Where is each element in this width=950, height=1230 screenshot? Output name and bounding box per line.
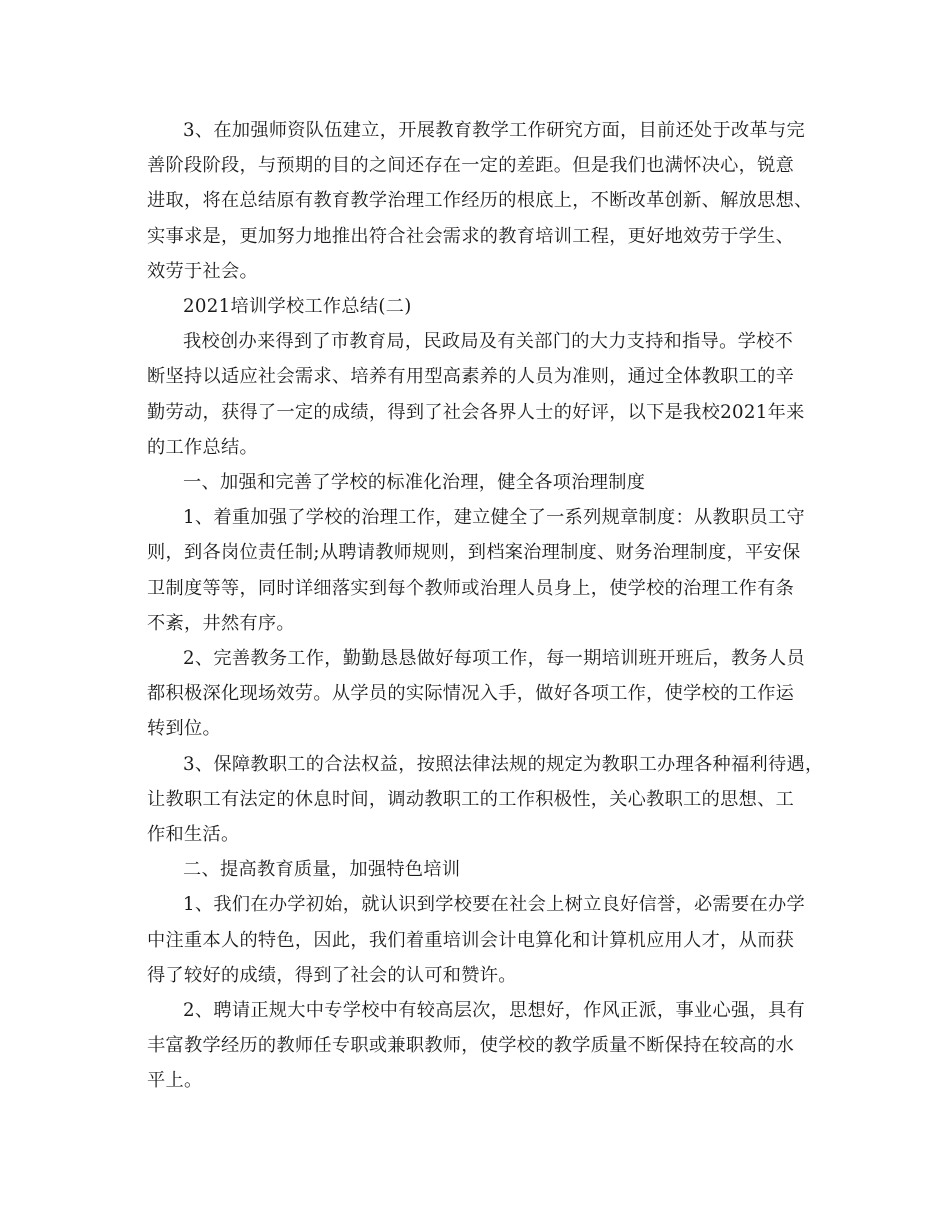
text-line: 实事求是，更加努力地推出符合社会需求的教育培训工程，更好地效劳于学生、 [147,225,795,247]
text-line: 3、在加强师资队伍建立，开展教育教学工作研究方面，目前还处于改革与完 [183,120,805,141]
text-line: 都积极深化现场效劳。从学员的实际情况入手，做好各项工作，使学校的工作运 [147,683,795,705]
text-line: 不紊，井然有序。 [147,612,295,634]
text-line: 2、完善教务工作，勤勤恳恳做好每项工作，每一期培训班开班后，教务人员 [183,648,805,670]
text-line: 3、保障教职工的合法权益，按照法律法规的规定为教职工办理各种福利待遇， [183,753,824,775]
text-line: 作和生活。 [147,824,240,846]
section-title: 2021培训学校工作总结(二) [183,296,412,318]
text-line: 我校创办来得到了市教育局，民政局及有关部门的大力支持和指导。学校不 [183,331,794,353]
text-line: 2、聘请正规大中专学校中有较高层次，思想好，作风正派，事业心强，具有 [183,1000,805,1022]
text-line: 得了较好的成绩，得到了社会的认可和赞许。 [147,964,517,986]
text-line: 中注重本人的特色，因此，我们着重培训会计电算化和计算机应用人才，从而获 [147,929,795,951]
text-line: 断坚持以适应社会需求、培养有用型高素养的人员为准则，通过全体教职工的辛 [147,366,795,388]
text-line: 的工作总结。 [147,436,258,458]
text-line: 1、着重加强了学校的治理工作，建立健全了一系列规章制度：从教职员工守 [183,507,805,529]
section-heading: 一、加强和完善了学校的标准化治理，健全各项治理制度 [183,472,646,494]
text-line: 转到位。 [147,718,221,740]
section-heading: 二、提高教育质量，加强特色培训 [183,859,461,881]
text-line: 善阶段阶段，与预期的目的之间还存在一定的差距。但是我们也满怀决心，锐意 [147,155,795,177]
text-line: 卫制度等等，同时详细落实到每个教师或治理人员身上，使学校的治理工作有条 [147,577,795,599]
text-line: 平上。 [147,1070,203,1092]
text-line: 让教职工有法定的休息时间，调动教职工的工作积极性，关心教职工的思想、工 [147,788,795,810]
text-line: 进取，将在总结原有教育教学治理工作经历的根底上，不断改革创新、解放思想、 [147,190,813,212]
text-line: 1、我们在办学初始，就认识到学校要在社会上树立良好信誉，必需要在办学 [183,894,805,916]
text-line: 丰富教学经历的教师任专职或兼职教师，使学校的教学质量不断保持在较高的水 [147,1035,795,1057]
text-line: 勤劳动，获得了一定的成绩，得到了社会各界人士的好评，以下是我校2021年来 [147,401,805,423]
text-line: 则，到各岗位责任制;从聘请教师规则，到档案治理制度、财务治理制度，平安保 [147,542,801,564]
text-line: 效劳于社会。 [147,260,258,282]
